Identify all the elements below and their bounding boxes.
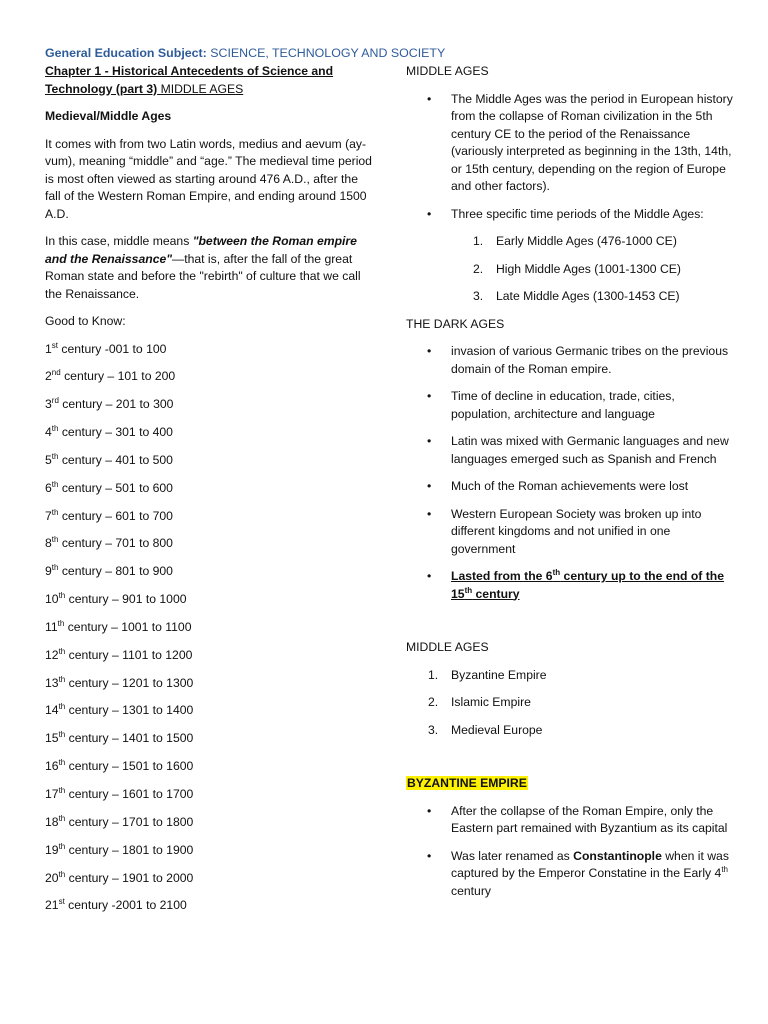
century-item xyxy=(45,647,375,675)
list-item xyxy=(406,848,736,901)
list-item xyxy=(406,667,736,685)
century-number: 4 xyxy=(45,425,52,440)
constantinople-bold: Constantinople xyxy=(573,848,662,863)
century-item xyxy=(45,591,375,619)
century-suffix: th xyxy=(58,591,66,601)
period-text: High Middle Ages (1001-1300 CE) xyxy=(496,261,681,276)
list-item xyxy=(406,694,736,712)
century-range: century – 901 to 1000 xyxy=(65,592,187,607)
century-item xyxy=(45,758,375,786)
century-suffix: th xyxy=(58,841,66,851)
bullet-text: Western European Society was broken up into different kingdoms and not unified in one government xyxy=(451,506,702,556)
century-range: century – 401 to 500 xyxy=(58,452,173,467)
century-number: 10 xyxy=(45,592,59,607)
bullet-text: Three specific time periods of the Middle Ages: xyxy=(451,206,704,221)
century-suffix: th xyxy=(58,730,66,740)
renamed-prefix: Was later renamed as xyxy=(451,848,574,863)
century-suffix: th xyxy=(51,423,59,433)
list-number: 3. xyxy=(473,289,484,303)
century-number: 21 xyxy=(45,898,59,913)
list-item xyxy=(406,722,736,740)
bullet-icon: • xyxy=(427,206,432,221)
lasted-sup1: th xyxy=(552,567,561,577)
bullet-text: Much of the Roman achievements were lost xyxy=(451,479,689,493)
list-item xyxy=(406,206,736,224)
byzantine-heading-highlight: BYZANTINE EMPIRE xyxy=(407,776,527,790)
century-number: 16 xyxy=(45,759,59,774)
period-text: Early Middle Ages (476-1000 CE) xyxy=(496,234,677,248)
century-suffix: th xyxy=(58,813,66,823)
century-number: 6 xyxy=(45,480,52,495)
century-number: 8 xyxy=(45,536,52,551)
para2-suffix: —that is, after the fall of the great Roman state and before the "rebirth" of culture that we call the Renaissance. xyxy=(45,251,361,301)
century-suffix: st xyxy=(51,340,59,350)
century-range: century – 1801 to 1900 xyxy=(65,842,194,857)
century-range: century – 1601 to 1700 xyxy=(65,787,194,801)
century-item xyxy=(45,897,375,925)
lasted-sup2: th xyxy=(464,585,473,595)
list-number: 1. xyxy=(428,667,439,682)
list-number: 2. xyxy=(428,695,439,709)
lasted-part1: Lasted from the 6 xyxy=(451,569,553,583)
century-number: 7 xyxy=(45,508,52,523)
bullet-text: invasion of various Germanic tribes on the previous domain of the Roman empire. xyxy=(451,344,729,376)
dark-ages-heading: THE DARK AGES xyxy=(406,316,505,331)
century-range: century – 1001 to 1100 xyxy=(64,619,192,634)
century-range: century -2001 to 2100 xyxy=(64,898,187,913)
bullet-icon: • xyxy=(427,344,432,358)
century-number: 18 xyxy=(45,814,59,829)
century-suffix: nd xyxy=(51,368,61,378)
century-range: century – 1701 to 1800 xyxy=(65,814,194,829)
para2-prefix: In this case, middle means xyxy=(45,234,193,248)
century-range: century – 701 to 800 xyxy=(58,536,173,551)
century-suffix: th xyxy=(58,869,66,879)
century-item xyxy=(45,786,375,814)
century-number: 17 xyxy=(45,787,59,801)
list-number: 3. xyxy=(428,722,439,737)
empire-text: Byzantine Empire xyxy=(451,667,547,682)
century-number: 1 xyxy=(45,341,52,356)
century-number: 11 xyxy=(45,619,58,634)
century-range: century – 201 to 300 xyxy=(58,397,174,412)
periods-list xyxy=(406,233,736,306)
century-item xyxy=(45,619,375,647)
bullet-text: Latin was mixed with Germanic languages and new languages emerged such as Spanish and French xyxy=(451,434,729,466)
century-range: century – 501 to 600 xyxy=(58,480,173,495)
bullet-icon: • xyxy=(427,434,432,448)
century-item xyxy=(45,452,375,480)
century-suffix: rd xyxy=(51,396,59,406)
list-item xyxy=(406,343,736,378)
list-item xyxy=(406,288,736,306)
century-range: century – 1301 to 1400 xyxy=(65,703,194,718)
century-item xyxy=(45,341,375,369)
century-number: 15 xyxy=(45,731,59,746)
para2-emphasis: "between the Roman empire and the Renaissance" xyxy=(45,234,357,266)
century-number: 20 xyxy=(45,870,59,885)
middle-ages-heading: MIDDLE AGES xyxy=(406,64,489,78)
bullet-text: Time of decline in education, trade, cities, population, architecture and language xyxy=(451,389,675,421)
century-item xyxy=(45,675,375,703)
good-to-know-label: Good to Know: xyxy=(45,314,126,328)
byzantine-heading xyxy=(406,775,736,793)
list-number: 1. xyxy=(473,234,484,248)
century-range: century -001 to 100 xyxy=(58,341,167,356)
list-item xyxy=(406,261,736,279)
bullet-icon: • xyxy=(427,848,432,863)
century-range: century – 101 to 200 xyxy=(60,369,176,384)
medieval-heading: Medieval/Middle Ages xyxy=(45,109,172,123)
list-item xyxy=(406,388,736,423)
century-item xyxy=(45,535,375,563)
century-suffix: th xyxy=(58,674,66,684)
intro-paragraph: It comes with from two Latin words, medius and aevum (ay-vum), meaning “middle” and “age.” The medieval time period is most often viewed as starting around 476 A.D., after the fall of the Western Roman Empire, and ending around 1500 A.D. xyxy=(45,136,372,221)
chapter-title-suffix: MIDDLE AGES xyxy=(157,81,244,96)
bullet-icon: • xyxy=(427,479,432,493)
century-number: 3 xyxy=(45,397,52,412)
bullet-text: The Middle Ages was the period in European history from the collapse of Roman civilization in the 5th century CE to the period of the Renaissance (variously interpreted as beginning in the 13th, 14th, or 15th century, depending on the region of Europe and other factors). xyxy=(451,91,733,193)
empire-text: Medieval Europe xyxy=(451,722,543,737)
bullet-icon: • xyxy=(427,569,432,583)
century-item xyxy=(45,702,375,730)
century-range: century – 301 to 400 xyxy=(58,425,173,440)
subject-header xyxy=(45,45,445,63)
century-number: 13 xyxy=(45,675,59,690)
century-range: century – 1101 to 1200 xyxy=(65,647,193,662)
renamed-suffix: century xyxy=(451,883,491,898)
century-number: 2 xyxy=(45,369,52,384)
century-number: 14 xyxy=(45,703,59,718)
century-range: century – 1401 to 1500 xyxy=(65,731,194,746)
century-item xyxy=(45,842,375,870)
century-suffix: th xyxy=(57,618,65,628)
right-column xyxy=(406,63,736,910)
century-suffix: th xyxy=(58,785,66,795)
middle-meaning-paragraph xyxy=(45,233,375,303)
left-column xyxy=(45,63,375,925)
century-item xyxy=(45,396,375,424)
list-item xyxy=(406,478,736,496)
century-item xyxy=(45,480,375,508)
list-item xyxy=(406,568,736,603)
century-suffix: th xyxy=(51,451,59,461)
century-item xyxy=(45,730,375,758)
century-suffix: th xyxy=(58,758,66,768)
century-range: century – 1501 to 1600 xyxy=(65,759,194,774)
list-item xyxy=(406,91,736,196)
century-suffix: th xyxy=(58,702,66,712)
century-suffix: th xyxy=(51,507,59,517)
century-item xyxy=(45,870,375,898)
century-number: 9 xyxy=(45,564,52,579)
chapter-title xyxy=(45,63,375,98)
century-suffix: th xyxy=(51,535,59,545)
period-text: Late Middle Ages (1300-1453 CE) xyxy=(496,289,680,303)
century-item xyxy=(45,424,375,452)
century-item xyxy=(45,508,375,536)
century-suffix: th xyxy=(51,563,59,573)
century-suffix: th xyxy=(51,479,59,489)
list-item xyxy=(406,506,736,559)
middle-ages-heading-2: MIDDLE AGES xyxy=(406,640,489,654)
bullet-text xyxy=(451,849,729,898)
century-range: century – 1901 to 2000 xyxy=(65,870,194,885)
middle-ages-bullets xyxy=(406,91,736,224)
subject-prefix: General Education Subject: xyxy=(45,46,211,60)
subject-name: SCIENCE, TECHNOLOGY AND SOCIETY xyxy=(210,46,446,60)
lasted-text xyxy=(451,569,724,601)
century-item xyxy=(45,814,375,842)
list-item xyxy=(406,233,736,251)
bullet-icon: • xyxy=(427,389,432,403)
century-item xyxy=(45,368,375,396)
empires-list xyxy=(406,667,736,740)
empire-text: Islamic Empire xyxy=(451,695,531,709)
list-item xyxy=(406,803,736,838)
century-item xyxy=(45,563,375,591)
list-item xyxy=(406,433,736,468)
century-suffix: st xyxy=(58,897,65,907)
century-number: 12 xyxy=(45,647,59,662)
dark-ages-bullets xyxy=(406,343,736,603)
bullet-icon: • xyxy=(427,506,432,521)
byzantine-bullets xyxy=(406,803,736,901)
renamed-middle: when it was captured by the Emperor Constatine in the Early 4 xyxy=(451,848,729,880)
renamed-sup: th xyxy=(721,864,728,874)
bullet-text: After the collapse of the Roman Empire, only the Eastern part remained with Byzantium as its capital xyxy=(451,803,728,835)
bullet-icon: • xyxy=(427,803,432,818)
lasted-part2: century up to the end of the 15 xyxy=(451,569,725,601)
century-suffix: th xyxy=(58,646,66,656)
lasted-part3: century xyxy=(472,586,520,601)
century-number: 5 xyxy=(45,452,52,467)
century-list xyxy=(45,341,375,926)
bullet-icon: • xyxy=(427,91,432,106)
chapter-title-text: Chapter 1 - Historical Antecedents of Science and Technology (part 3) xyxy=(45,64,334,96)
century-range: century – 601 to 700 xyxy=(58,508,173,523)
century-range: century – 1201 to 1300 xyxy=(65,675,194,690)
century-number: 19 xyxy=(45,842,59,857)
list-number: 2. xyxy=(473,261,484,276)
century-range: century – 801 to 900 xyxy=(58,564,173,579)
